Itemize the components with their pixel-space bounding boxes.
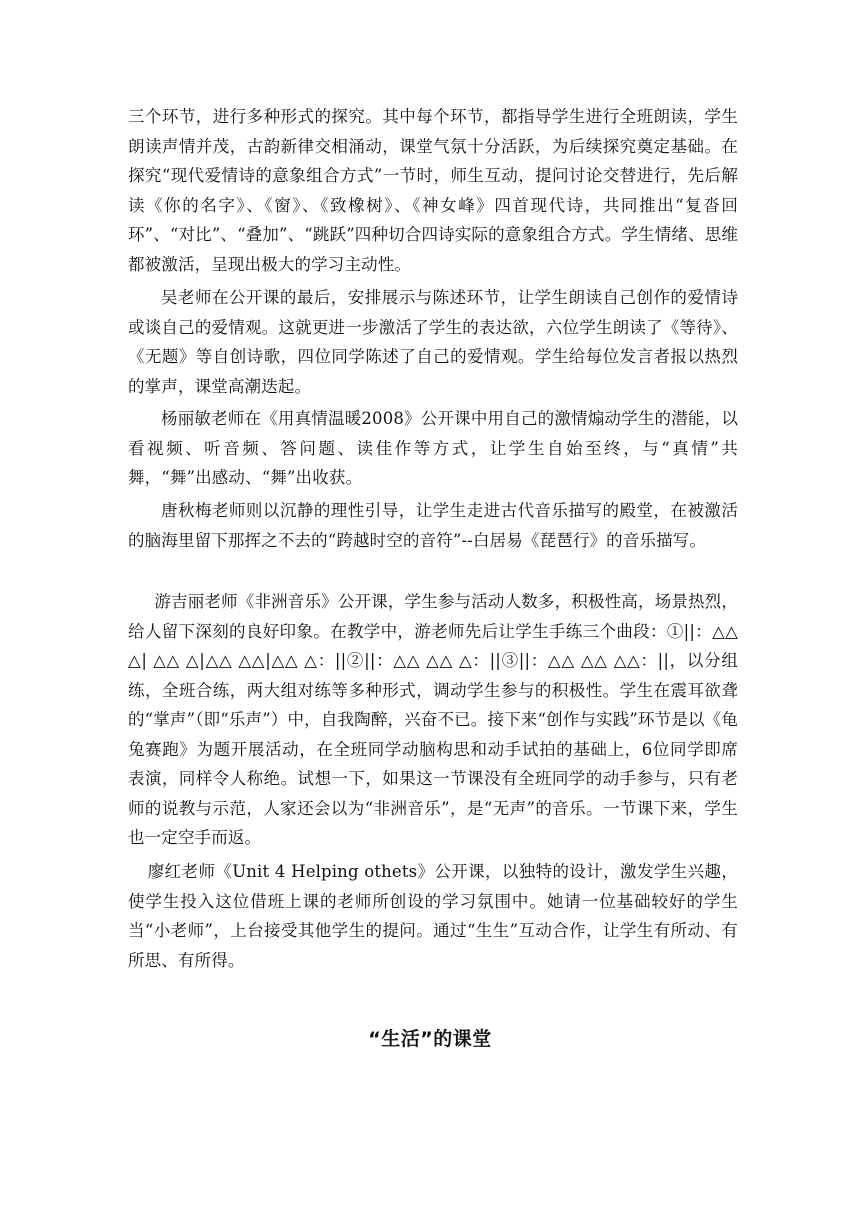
paragraph-tang-teacher: 唐秋梅老师则以沉静的理性引导，让学生走进古代音乐描写的殿堂，在被激活的脑海里留下那挥之不去的“跨越时空的音符”--白居易《琵琶行》的音乐描写。 xyxy=(128,501,738,550)
paragraph-liao-teacher: 廖红老师《Unit 4 Helping othets》公开课，以独特的设计，激发学生兴趣，使学生投入这位借班上课的老师所创设的学习氛围中。她请一位基础较好的学生当“小老师”，上台接受其他学生的提问。通过“生生”互动合作，让学生有所动、有所思、有所得。 xyxy=(128,862,738,970)
section-heading: “生活”的课堂 xyxy=(368,1028,492,1050)
paragraph-exploration: 三个环节，进行多种形式的探究。其中每个环节，都指导学生进行全班朗读，学生朗读声情并茂，古韵新律交相涌动，课堂气氛十分活跃，为后续探究奠定基础。在探究“现代爱情诗的意象组合方式”一节时，师生互动，提问讨论交替进行，先后解读《你的名字》、《窗》、《致橡树》、《神女峰》四首现代诗，共同推出“复沓回环”、“对比”、“叠加”、“跳跃”四种切合四诗实际的意象组合方式。学生情绪、思维都被激活，呈现出极大的学习主动性。 xyxy=(128,107,738,274)
paragraph-yang-teacher: 杨丽敏老师在《用真情温暖2008》公开课中用自己的激情煽动学生的潜能，以看视频、听音频、答问题、读佳作等方式，让学生自始至终，与“真情”共舞，“舞”出感动、“舞”出收获。 xyxy=(128,409,738,487)
paragraph-you-teacher: 游吉丽老师《非洲音乐》公开课，学生参与活动人数多，积极性高，场景热烈，给人留下深刻的良好印象。在教学中，游老师先后让学生手练三个曲段：①||：△△ △| △△ △|△△ △△|△△ △：||②||：△△ △△ △：||③||：△△ △△ △△：||，以分组练，全班合练，两大组对练等多种形式，调动学生参与的积极性。学生在震耳欲聋的“掌声”（即“乐声”）中，自我陶醉，兴奋不已。接下来“创作与实践”环节是以《龟兔赛跑》为题开展活动，在全班同学动脑构思和动手试拍的基础上，6位同学即席表演，同样令人称绝。试想一下，如果这一节课没有全班同学的动手参与，只有老师的说教与示范，人家还会以为“非洲音乐”，是“无声”的音乐。一节课下来，学生也一定空手而返。 xyxy=(128,592,738,847)
paragraph-wu-teacher: 吴老师在公开课的最后，安排展示与陈述环节，让学生朗读自己创作的爱情诗或谈自己的爱情观。这就更进一步激活了学生的表达欲，六位学生朗读了《等待》、《无题》等自创诗歌，四位同学陈述了自己的爱情观。学生给每位发言者报以热烈的掌声，课堂高潮迭起。 xyxy=(128,288,738,396)
